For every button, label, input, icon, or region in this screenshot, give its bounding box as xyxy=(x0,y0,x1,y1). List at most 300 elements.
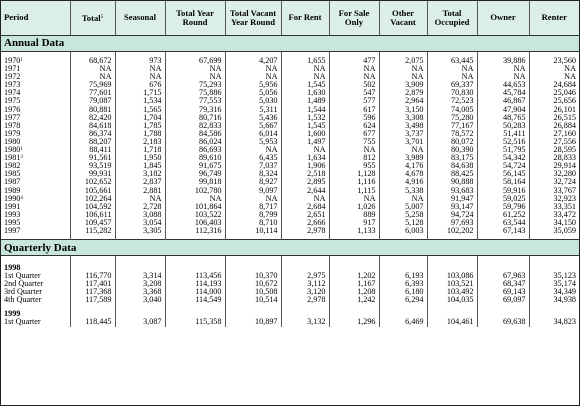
value-cell-for-rent: 1,906 xyxy=(281,162,329,170)
quarterly-data-band-row xyxy=(1,240,579,256)
value-cell-renter: 23,560 xyxy=(553,57,576,65)
value-cell-renter: 32,724 xyxy=(553,178,576,187)
value-cell-total: 88,411 xyxy=(70,146,115,154)
value-cell-total-year-round: 89,610 xyxy=(165,154,225,162)
period-label: 1990 xyxy=(4,194,21,203)
value-cell-renter: 27,556 xyxy=(553,137,576,146)
period-cell xyxy=(1,318,70,326)
value-cell-for-sale-only: NA xyxy=(329,65,379,73)
table-row xyxy=(1,211,579,219)
value-cell-total: NA xyxy=(70,65,115,73)
period-cell xyxy=(1,97,70,105)
value-cell-owner: 54,724 xyxy=(477,162,529,170)
value-cell-renter: NA xyxy=(564,65,576,74)
table-row xyxy=(1,97,579,105)
value-cell-other-vacant: 6,193 xyxy=(379,272,427,280)
value-cell-seasonal: 3,182 xyxy=(115,170,165,178)
value-cell-for-rent: 2,895 xyxy=(281,178,329,186)
value-cell-for-sale-only: 1,202 xyxy=(329,272,379,280)
table-row xyxy=(1,89,579,97)
value-cell-total-year-round: NA xyxy=(165,73,225,81)
value-cell-total-occupied: 103,521 xyxy=(427,280,477,288)
value-cell-total: 117,401 xyxy=(70,280,115,288)
period-label: 1985 xyxy=(4,170,21,179)
value-cell-total-vacant-year-round: NA xyxy=(225,65,281,73)
value-cell-owner: 69,143 xyxy=(477,288,529,296)
value-cell-seasonal: 3,368 xyxy=(115,288,165,296)
column-header-label: Renter xyxy=(541,12,567,23)
value-cell-total-year-round: 86,024 xyxy=(165,138,225,146)
period-cell xyxy=(1,187,70,195)
value-cell-total-year-round: 96,749 xyxy=(165,170,225,178)
year-heading: 1998 xyxy=(1,261,70,272)
value-cell-for-sale-only: 1,116 xyxy=(329,178,379,186)
value-cell-renter: 34,823 xyxy=(553,318,576,327)
value-cell-for-sale-only: 1,167 xyxy=(329,280,379,288)
value-cell-for-sale-only: 1,128 xyxy=(329,170,379,178)
annual-data-band xyxy=(1,36,579,52)
value-cell-total-year-round: 102,780 xyxy=(165,187,225,195)
value-cell-total-occupied: NA xyxy=(427,65,477,73)
value-cell-total-year-round: 80,716 xyxy=(165,114,225,122)
period-cell xyxy=(1,138,70,146)
value-cell-for-sale-only: 596 xyxy=(329,114,379,122)
value-cell-for-rent: 1,532 xyxy=(281,114,329,122)
column-header-label: Total Occupied xyxy=(434,7,470,27)
value-cell-seasonal: 1,788 xyxy=(115,130,165,138)
value-cell-total-vacant-year-round: 5,956 xyxy=(225,81,281,89)
value-cell-total: 80,881 xyxy=(70,106,115,114)
table-row xyxy=(1,187,579,195)
value-cell-total-vacant-year-round: 8,927 xyxy=(225,178,281,186)
column-header-total-occupied xyxy=(427,1,477,36)
column-header-renter xyxy=(529,1,579,36)
period-cell xyxy=(1,154,70,162)
period-label: 1978 xyxy=(4,121,21,130)
period-cell xyxy=(1,280,70,288)
period-label: 1975 xyxy=(4,97,21,106)
period-cell xyxy=(1,195,70,203)
value-cell-total-occupied: 75,280 xyxy=(427,114,477,122)
value-cell-total-vacant-year-round: 10,897 xyxy=(225,318,281,326)
value-cell-other-vacant: 6,180 xyxy=(379,288,427,296)
value-cell-total: 93,519 xyxy=(70,162,115,170)
value-cell-renter: 35,174 xyxy=(553,280,576,289)
footnote-marker: 4 xyxy=(20,195,23,201)
period-label: 2nd Quarter xyxy=(4,280,44,289)
period-cell xyxy=(1,130,70,138)
period-label: 1979 xyxy=(4,129,21,138)
value-cell-for-rent: NA xyxy=(281,65,329,73)
value-cell-total-occupied: 72,523 xyxy=(427,97,477,105)
value-cell-total-vacant-year-round: 10,514 xyxy=(225,296,281,304)
value-cell-renter: 33,351 xyxy=(553,202,576,211)
period-label: 1991 xyxy=(4,202,21,211)
value-cell-renter: 25,656 xyxy=(553,97,576,106)
value-cell-owner: 67,143 xyxy=(477,227,529,235)
value-cell-renter: 24,684 xyxy=(553,81,576,90)
value-cell-total-vacant-year-round: 9,097 xyxy=(225,187,281,195)
value-cell-for-sale-only: 1,296 xyxy=(329,318,379,326)
value-cell-seasonal: NA xyxy=(115,195,165,203)
column-header-row xyxy=(1,1,579,36)
value-cell-for-rent: 3,112 xyxy=(281,280,329,288)
value-cell-for-rent: 2,684 xyxy=(281,203,329,211)
value-cell-owner: 39,886 xyxy=(477,57,529,65)
value-cell-for-rent: 1,634 xyxy=(281,154,329,162)
value-cell-total-occupied: 63,445 xyxy=(427,57,477,65)
value-cell-total: 118,445 xyxy=(70,318,115,326)
column-header-for-rent xyxy=(281,1,329,36)
value-cell-for-rent: 1,655 xyxy=(281,57,329,65)
value-cell-for-rent: NA xyxy=(281,146,329,154)
value-cell-for-sale-only: 1,026 xyxy=(329,203,379,211)
table-row xyxy=(1,130,579,138)
table-row xyxy=(1,203,579,211)
value-cell-owner: 51,795 xyxy=(477,146,529,154)
period-cell xyxy=(1,65,70,73)
value-cell-total: 82,420 xyxy=(70,114,115,122)
period-label: 1st Quarter xyxy=(4,272,41,281)
value-cell-total-occupied: NA xyxy=(427,73,477,81)
value-cell-total: 86,374 xyxy=(70,130,115,138)
value-cell-total-year-round: 106,403 xyxy=(165,219,225,227)
value-cell-for-sale-only: 812 xyxy=(329,154,379,162)
column-header-period xyxy=(1,1,70,36)
table-row xyxy=(1,296,579,304)
value-cell-total-vacant-year-round: 10,114 xyxy=(225,227,281,235)
value-cell-for-sale-only: 477 xyxy=(329,57,379,65)
value-cell-for-rent: 1,545 xyxy=(281,122,329,130)
value-cell-other-vacant: 6,294 xyxy=(379,296,427,304)
value-cell-total-occupied: 103,492 xyxy=(427,288,477,296)
value-cell-renter: 27,160 xyxy=(553,129,576,138)
value-cell-total-vacant-year-round: NA xyxy=(225,195,281,203)
period-cell xyxy=(1,106,70,114)
period-cell xyxy=(1,114,70,122)
value-cell-seasonal: 1,785 xyxy=(115,122,165,130)
value-cell-owner: 59,916 xyxy=(477,187,529,195)
value-cell-total: 75,969 xyxy=(70,81,115,89)
value-cell-total-occupied: 93,147 xyxy=(427,203,477,211)
period-label: 4th Quarter xyxy=(4,296,42,305)
period-label: 3rd Quarter xyxy=(4,288,42,297)
value-cell-total-year-round: NA xyxy=(165,65,225,73)
value-cell-other-vacant: NA xyxy=(379,65,427,73)
value-cell-total: 88,207 xyxy=(70,138,115,146)
table-row xyxy=(1,318,579,326)
housing-inventory-table xyxy=(1,1,579,327)
period-label: 1976 xyxy=(4,105,21,114)
table-row xyxy=(1,65,579,73)
value-cell-seasonal: 1,704 xyxy=(115,114,165,122)
table-row xyxy=(1,114,579,122)
value-cell-for-rent: 1,600 xyxy=(281,130,329,138)
value-cell-owner: 68,347 xyxy=(477,280,529,288)
value-cell-total-occupied: 93,683 xyxy=(427,187,477,195)
value-cell-renter: 33,472 xyxy=(553,210,576,219)
value-cell-owner: 46,867 xyxy=(477,97,529,105)
value-cell-for-sale-only: 755 xyxy=(329,138,379,146)
value-cell-total-occupied: 80,390 xyxy=(427,146,477,154)
period-cell xyxy=(1,178,70,186)
period-cell xyxy=(1,57,70,65)
value-cell-total-vacant-year-round: 8,799 xyxy=(225,211,281,219)
value-cell-total: 115,282 xyxy=(70,227,115,235)
value-cell-owner: 59,796 xyxy=(477,203,529,211)
value-cell-total: 79,087 xyxy=(70,97,115,105)
value-cell-other-vacant: 3,498 xyxy=(379,122,427,130)
value-cell-other-vacant: 3,737 xyxy=(379,130,427,138)
value-cell-total: 99,931 xyxy=(70,170,115,178)
value-cell-total: 105,661 xyxy=(70,187,115,195)
value-cell-other-vacant: 2,879 xyxy=(379,89,427,97)
table-row xyxy=(1,81,579,89)
value-cell-renter: 34,938 xyxy=(553,296,576,305)
value-cell-total-year-round: 114,549 xyxy=(165,296,225,304)
column-header-other-vacant xyxy=(379,1,427,36)
value-cell-renter: 34,150 xyxy=(553,218,576,227)
period-label: 1993 xyxy=(4,210,21,219)
value-cell-total-year-round: NA xyxy=(165,195,225,203)
value-cell-other-vacant: 6,393 xyxy=(379,280,427,288)
value-cell-for-sale-only: 1,133 xyxy=(329,227,379,235)
column-header-owner xyxy=(477,1,529,36)
value-cell-owner: 63,544 xyxy=(477,219,529,227)
value-cell-total-vacant-year-round: 5,953 xyxy=(225,138,281,146)
value-cell-owner: 47,904 xyxy=(477,106,529,114)
value-cell-for-sale-only: 1,242 xyxy=(329,296,379,304)
value-cell-total-vacant-year-round: 5,436 xyxy=(225,114,281,122)
table-row xyxy=(1,106,579,114)
value-cell-owner: 51,411 xyxy=(477,130,529,138)
value-cell-other-vacant: 3,308 xyxy=(379,114,427,122)
value-cell-total-year-round: 77,553 xyxy=(165,97,225,105)
value-cell-renter: 32,280 xyxy=(553,170,576,179)
period-cell xyxy=(1,162,70,170)
value-cell-for-rent: 2,518 xyxy=(281,170,329,178)
table-row xyxy=(1,178,579,186)
year-heading-row xyxy=(1,307,579,318)
value-cell-renter: 26,884 xyxy=(553,121,576,130)
value-cell-total-occupied: 91,947 xyxy=(427,195,477,203)
value-cell-other-vacant: 3,909 xyxy=(379,81,427,89)
period-cell xyxy=(1,146,70,154)
period-label: 1997 xyxy=(4,226,21,235)
value-cell-owner: 54,342 xyxy=(477,154,529,162)
annual-data-band-label: Annual Data xyxy=(4,37,65,50)
value-cell-owner: 69,638 xyxy=(477,318,529,326)
value-cell-owner: 45,784 xyxy=(477,89,529,97)
period-cell xyxy=(1,170,70,178)
value-cell-for-sale-only: 889 xyxy=(329,211,379,219)
value-cell-total-occupied: 88,425 xyxy=(427,170,477,178)
column-header-label: For Rent xyxy=(288,12,322,23)
period-label: 1974 xyxy=(4,89,21,98)
value-cell-seasonal: 1,715 xyxy=(115,89,165,97)
value-cell-total-vacant-year-round: 8,324 xyxy=(225,170,281,178)
value-cell-for-rent: 1,545 xyxy=(281,81,329,89)
value-cell-for-rent: 2,978 xyxy=(281,227,329,235)
value-cell-for-sale-only: NA xyxy=(329,73,379,81)
value-cell-other-vacant: 2,075 xyxy=(379,57,427,65)
period-label: 1977 xyxy=(4,113,21,122)
value-cell-for-sale-only: NA xyxy=(329,195,379,203)
value-cell-total-year-round: 86,693 xyxy=(165,146,225,154)
value-cell-for-sale-only: 677 xyxy=(329,130,379,138)
value-cell-total-occupied: 104,461 xyxy=(427,318,477,326)
value-cell-for-sale-only: 1,208 xyxy=(329,288,379,296)
table-row xyxy=(1,146,579,154)
value-cell-total-occupied: 84,638 xyxy=(427,162,477,170)
period-cell xyxy=(1,288,70,296)
period-label: 1981 xyxy=(4,154,21,163)
value-cell-other-vacant: NA xyxy=(379,73,427,81)
value-cell-other-vacant: 5,007 xyxy=(379,203,427,211)
value-cell-for-sale-only: 617 xyxy=(329,106,379,114)
value-cell-for-sale-only: 917 xyxy=(329,219,379,227)
value-cell-total-occupied: 77,167 xyxy=(427,122,477,130)
value-cell-total-vacant-year-round: 6,014 xyxy=(225,130,281,138)
column-header-seasonal xyxy=(115,1,165,36)
column-header-label: Total Year Round xyxy=(176,7,214,27)
value-cell-for-rent: 1,489 xyxy=(281,97,329,105)
value-cell-owner: NA xyxy=(477,65,529,73)
period-label: 1973 xyxy=(4,81,21,90)
period-label: 1987 xyxy=(4,178,21,187)
value-cell-renter: 35,059 xyxy=(553,226,576,235)
value-cell-total: 116,770 xyxy=(70,272,115,280)
value-cell-total-occupied: 104,035 xyxy=(427,296,477,304)
value-cell-owner: 52,516 xyxy=(477,138,529,146)
period-cell xyxy=(1,296,70,304)
period-label: 1st Quarter xyxy=(4,318,41,327)
column-header-total xyxy=(70,1,115,36)
value-cell-total: 106,611 xyxy=(70,211,115,219)
footnote-marker: 5 xyxy=(100,14,104,20)
value-cell-other-vacant: 6,003 xyxy=(379,227,427,235)
value-cell-renter: 28,833 xyxy=(553,154,576,163)
value-cell-total-occupied: 74,005 xyxy=(427,106,477,114)
value-cell-seasonal: 2,837 xyxy=(115,178,165,186)
table-row xyxy=(1,219,579,227)
value-cell-total-vacant-year-round: 5,056 xyxy=(225,89,281,97)
table-row xyxy=(1,154,579,162)
value-cell-total-year-round: 84,586 xyxy=(165,130,225,138)
table-row xyxy=(1,73,579,81)
period-label: 1972 xyxy=(4,73,21,82)
value-cell-for-rent: 2,644 xyxy=(281,187,329,195)
value-cell-seasonal: NA xyxy=(115,73,165,81)
value-cell-total-occupied: 80,072 xyxy=(427,138,477,146)
value-cell-other-vacant: 4,916 xyxy=(379,178,427,186)
table-body xyxy=(1,36,579,327)
value-cell-seasonal: 2,881 xyxy=(115,187,165,195)
value-cell-seasonal: 3,314 xyxy=(115,272,165,280)
value-cell-seasonal: 3,305 xyxy=(115,227,165,235)
value-cell-total-occupied: 83,175 xyxy=(427,154,477,162)
period-label: 1980 xyxy=(4,137,21,146)
period-label: 1982 xyxy=(4,162,21,171)
value-cell-total-occupied: 78,572 xyxy=(427,130,477,138)
value-cell-seasonal: 1,534 xyxy=(115,97,165,105)
value-cell-other-vacant: 5,338 xyxy=(379,187,427,195)
value-cell-seasonal: 1,718 xyxy=(115,146,165,154)
value-cell-total-vacant-year-round: 4,207 xyxy=(225,57,281,65)
value-cell-renter: 26,101 xyxy=(553,105,576,114)
value-cell-total: 84,618 xyxy=(70,122,115,130)
value-cell-total-year-round: 79,316 xyxy=(165,106,225,114)
column-header-label: Total Vacant Year Round xyxy=(229,7,277,27)
year-heading-row xyxy=(1,261,579,272)
period-label: 1995 xyxy=(4,218,21,227)
table-row xyxy=(1,57,579,65)
value-cell-owner: 61,252 xyxy=(477,211,529,219)
value-cell-seasonal: 676 xyxy=(115,81,165,89)
value-cell-total: 102,652 xyxy=(70,178,115,186)
footnote-marker: 1 xyxy=(20,147,23,153)
value-cell-other-vacant: 3,150 xyxy=(379,106,427,114)
value-cell-for-sale-only: 547 xyxy=(329,89,379,97)
column-header-label: Owner xyxy=(490,12,516,23)
value-cell-renter: 34,349 xyxy=(553,288,576,297)
column-header-for-sale-only xyxy=(329,1,379,36)
column-header-label: For Sale Only xyxy=(338,7,370,27)
value-cell-seasonal: 2,728 xyxy=(115,203,165,211)
value-cell-total-vacant-year-round: 6,435 xyxy=(225,154,281,162)
value-cell-total-occupied: 69,337 xyxy=(427,81,477,89)
value-cell-other-vacant: NA xyxy=(379,146,427,154)
value-cell-total-year-round: 114,193 xyxy=(165,280,225,288)
value-cell-total: 68,672 xyxy=(70,57,115,65)
value-cell-for-sale-only: 624 xyxy=(329,122,379,130)
value-cell-other-vacant: 4,176 xyxy=(379,162,427,170)
period-cell xyxy=(1,211,70,219)
value-cell-seasonal: 3,088 xyxy=(115,211,165,219)
table-row xyxy=(1,122,579,130)
value-cell-for-rent: 1,544 xyxy=(281,106,329,114)
year-heading: 1999 xyxy=(1,307,70,318)
value-cell-renter: 25,046 xyxy=(553,89,576,98)
value-cell-seasonal: 2,183 xyxy=(115,138,165,146)
column-header-label: Total xyxy=(81,12,101,23)
value-cell-seasonal: NA xyxy=(115,65,165,73)
value-cell-for-rent: 2,666 xyxy=(281,219,329,227)
value-cell-total-vacant-year-round: 10,672 xyxy=(225,280,281,288)
value-cell-for-rent: NA xyxy=(281,73,329,81)
value-cell-total-occupied: 90,888 xyxy=(427,178,477,186)
value-cell-total-year-round: 82,833 xyxy=(165,122,225,130)
period-cell xyxy=(1,81,70,89)
period-cell xyxy=(1,89,70,97)
value-cell-total: 109,457 xyxy=(70,219,115,227)
value-cell-total-vacant-year-round: 5,667 xyxy=(225,122,281,130)
value-cell-total-year-round: 75,293 xyxy=(165,81,225,89)
value-cell-for-sale-only: NA xyxy=(329,146,379,154)
value-cell-total-vacant-year-round: 5,311 xyxy=(225,106,281,114)
value-cell-other-vacant: 4,678 xyxy=(379,170,427,178)
value-cell-seasonal: 1,565 xyxy=(115,106,165,114)
period-cell xyxy=(1,203,70,211)
value-cell-total-year-round: 115,358 xyxy=(165,318,225,326)
column-header-label: Period xyxy=(4,12,29,23)
annual-data-band-row xyxy=(1,36,579,52)
footnote-marker: 3 xyxy=(20,155,23,161)
table-row xyxy=(1,272,579,280)
value-cell-owner: NA xyxy=(477,73,529,81)
period-label: 1989 xyxy=(4,186,21,195)
value-cell-total-year-round: 103,522 xyxy=(165,211,225,219)
